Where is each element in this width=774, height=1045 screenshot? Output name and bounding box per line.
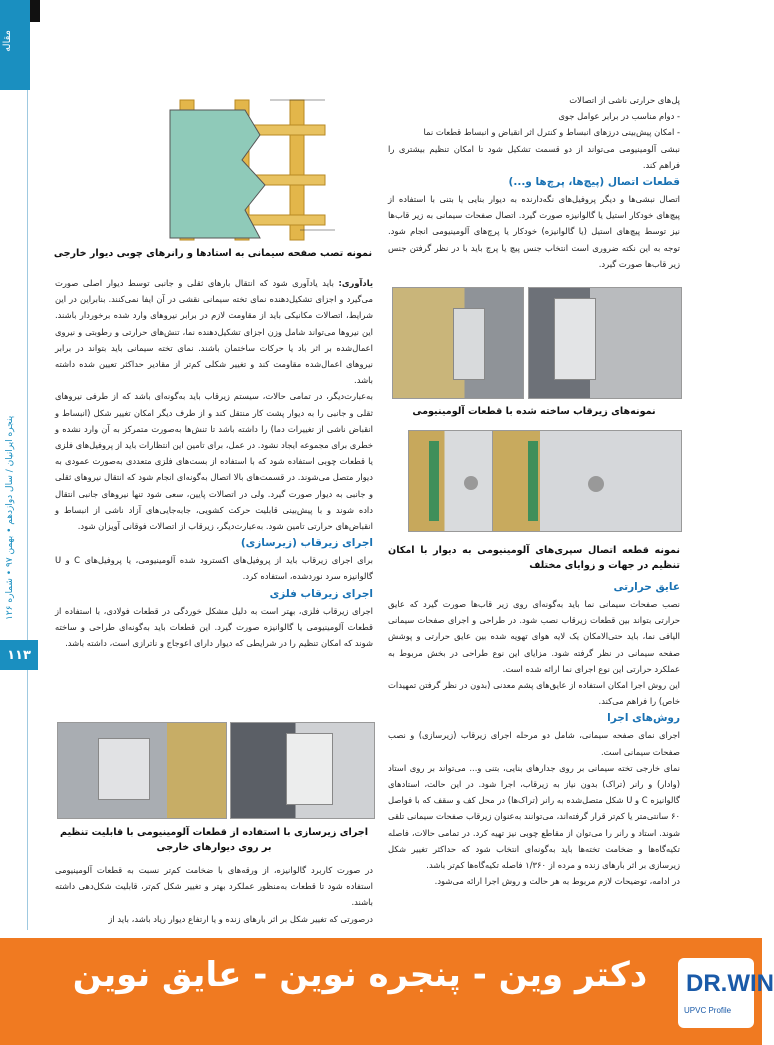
note-paragraph — [55, 275, 373, 388]
figure3-caption: نمونه قطعه اتصال سپری‌های آلومینیومی به دیوار با امکان تنظیم در جهات و زوایای مختلف — [388, 545, 680, 571]
heading-metal-subframe: اجرای زیرقاب فلزی — [269, 587, 373, 600]
figure4-caption: اجرای زیرسازی با استفاده از قطعات آلومینیومی با قابلیت تنظیم بر روی دیوارهای خارجی — [59, 827, 369, 853]
heading-methods: روش‌های اجرا — [607, 712, 680, 725]
section-label: مقاله — [2, 30, 13, 52]
paragraph-connectors: اتصال نبشی‌ها و دیگر پروفیل‌های نگه‌دارنده به دیوار بنایی یا بتنی با استفاده از پیچ‌های خودکار استیل یا گالوانیزه صورت گیرد. اتصال صفحات سیمانی به زیر قاب‌ها نیز توسط پیچ‌های استیل (یا گالوانیزه) خودکار یا پرچ‌های آلومینیومی انجام شود. توجه به این نکته ضروری است انتخاب جنس پیچ یا پرچ باید با در نظر گرفتن جنس زیر قاب‌ها صورت گیرد. — [388, 194, 680, 269]
heading-subframe: اجرای زیرقاب (زیرسازی) — [240, 537, 373, 550]
heading-thermal-insulation: عایق حرارتی — [613, 581, 680, 593]
left-column-lower — [55, 862, 373, 927]
paragraph-galvanized: در صورت کاربرد گالوانیزه، از ورقه‌های با ضخامت کم‌تر نسبت به قطعات آلومینیومی استفاده شود تا قطعات به‌منظور عملکرد بهتر و تغییر شکل کم‌تر، قابلیت شکل‌دهی داشته باشند. — [55, 865, 373, 908]
intro-text: پل‌های حرارتی ناشی از اتصالات - دوام مناسب در برابر عوامل جوی - امکان پیش‌بینی درزهای انبساط و کنترل اثر انقباض و انبساط قطعات نما نبشی آلومینیومی می‌تواند از دو قسمت تشکیل شود تا امکان تنظیم بیشتری را فراهم کند. — [388, 95, 680, 170]
figure2-caption: نمونه‌های زیرقاب ساخته شده با قطعات آلومینیومی — [412, 406, 656, 417]
paragraph-methods-3: در ادامه، توضیحات لازم مربوط به هر حالت و روش اجرا ارائه می‌شود. — [434, 876, 680, 887]
note-lead: یادآوری: — [338, 278, 373, 288]
figure-stud-frame — [150, 90, 350, 245]
page-number: ۱۱۳ — [0, 640, 38, 670]
left-column — [55, 275, 373, 651]
figure1-caption: نمونه تصب صفحه سیمانی به استادها و رانرهای چوبی دیوار خارجی — [53, 248, 373, 259]
paragraph-subframe: به‌عبارت‌دیگر، در تمامی حالات، سیستم زیرقاب باید به‌گونه‌ای باشد که از طرفی نیروهای ثقلی و جانبی را به دیوار پشت کار منتقل کند و از طرف دیگر امکان تغییر شکل (انبساط و انقباض ناشی از تغییرات دما) را داشته باشد تا تنش‌ها به‌صورت متمرکز به آن وارد نشده و خطری برای مجموعه ایجاد نشود. در عمل، برای تامین این انتظارات باید از پروفیل‌های فلزی یا قطعات چوبی استفاده شود که با استفاده از بست‌های فلزی متعددی به‌صورت عمودی به دیوار متصل می‌شوند. در قسمت‌های بالا اتصال به‌گونه‌ای انجام شود که انتقال نیروهای ثقلی و جانبی به دیوار صورت گیرد. ولی در اتصالات پایین، سعی شود تنها نیروهای جانبی انتقال داده شوند و با پیش‌بینی قابلیت حرکت کشویی، جابه‌جایی‌های آزاد ناشی از انبساط و انقباض‌های حرارتی تامین شود. به‌عبارت‌دیگر، زیرقاب از اتصالات فوقانی آویزان شود. — [55, 391, 373, 532]
issue-info: پنجره ایرانیان / سال دوازدهم • بهمن ۹۷ • شماره ۱۲۶ — [5, 415, 15, 620]
paragraph-metal-subframe: اجرای زیرقاب فلزی، بهتر است به دلیل مشکل خوردگی در قطعات فولادی، با استفاده از قطعات آلومینیومی یا گالوانیزه صورت گیرد. این قطعات باید به‌گونه‌ای طراحی و ساخته شوند که امکان تنظیم را در شرایطی که دیوار دارای اعوجاج و ناترازی است، داشته باشد. — [55, 605, 373, 649]
paragraph-deformation: درصورتی که تغییر شکل بر اثر بارهای زنده و یا ارتفاع دیوار زیاد باشد، باید از — [108, 913, 373, 924]
photo-subframe-1 — [57, 722, 227, 819]
logo-subtext: UPVC Profile — [684, 1006, 732, 1015]
corner-mark — [30, 0, 40, 22]
photo-bracket-2 — [492, 430, 682, 532]
paragraph-methods-2: نمای خارجی تخته سیمانی بر روی جدارهای بنایی، بتنی و... می‌تواند بر روی استاد (وادار) و رانر (تراک) بدون نیاز به زیرقاب، اجرا شود. در این حالت، استادهای گالوانیزه C و U شکل متصل‌شده به رانر (تراک‌ها) در محل کف و سقف که با فواصل ۶۰ سانتی‌متر یا کم‌تر قرار گرفته‌اند، می‌توانند به‌عنوان زیرقاب صفحات سیمانی تلقی شوند. استاد و رانر را می‌توان از مقاطع چوبی نیز تهیه کرد. در تمامی حالات، فاصله تکیه‌گاه‌ها و ضخامت تخته‌ها باید به‌گونه‌ای انتخاب شود که حداکثر تغییر شکل زیرسازی بر اثر بارهای زنده و مرده از ۱/۳۶۰ فاصله تکیه‌گاه‌ها کم‌تر باشد. — [388, 762, 680, 871]
heading-connectors: قطعات اتصال (پیچ‌ها، پرچ‌ها و...) — [508, 176, 680, 189]
right-column-lower — [388, 578, 680, 889]
paragraph-profiles: برای اجرای زیرقاب باید از پروفیل‌های اکسترود شده آلومینیومی، یا پروفیل‌های C و U گالوانیزه سرد نوردشده، استفاده کرد. — [55, 555, 373, 582]
photo-aluminium-frame-1 — [392, 287, 524, 399]
photo-subframe-2 — [230, 722, 375, 819]
logo-text: DR.WIN — [686, 970, 774, 997]
right-column — [388, 92, 680, 272]
note-text: باید یادآوری شود که انتقال بارهای ثقلی و جانبی توسط دیوار اصلی صورت می‌گیرد و اجزای تشکیل‌دهنده نمای تخته سیمانی نقشی در آن ایفا نمی‌کنند. بنابراین در این شرایط، اتصالات مکانیکی باید از مقاومت لازم در برابر نیروهای وارد شده برخوردار باشند. این نیروها می‌تواند شامل وزن اجزای تشکیل‌دهنده نما، تنش‌های حرارتی و رطوبتی و نیروی اعمال‌شده بر اثر باد یا حرکات ساختمان باشند. نمای تخته سیمانی باید بتواند در برابر نیروهای اعمال‌شده مقاومت کند و تغییر شکلی کم‌تر از مقادیر حداکثر تعیین شده داشته باشد. — [55, 278, 373, 386]
paragraph-methods: اجرای نمای صفحه سیمانی، شامل دو مرحله اجرای زیرقاب (زیرسازی) و نصب صفحات سیمانی است. — [388, 730, 680, 757]
footer-slogan: دکتر وین - پنجره نوین - عایق نوین — [72, 955, 648, 995]
photo-aluminium-frame-2 — [528, 287, 682, 399]
paragraph-thermal-2: این روش اجرا امکان استفاده از عایق‌های پشم معدنی (بدون در نظر گرفتن تمهیدات خاص) را فراهم می‌کند. — [388, 680, 680, 707]
margin-line — [27, 90, 28, 930]
paragraph-thermal: نصب صفحات سیمانی نما باید به‌گونه‌ای روی زیر قاب‌ها صورت گیرد که عایق حرارتی بتواند بین قطعات زیرقاب نصب شود. در طراحی و اجرای صفحات سیمانی الیافی نما، باید حتی‌الامکان یک لایه هوای تهویه شده بین عایق حرارتی و پوشش صفحه سیمانی در نظر گرفته شود. مزایای این نوع طراحی در بخش مربوط به عملکرد حرارتی این نوع اجرای نما ارائه شده است. — [388, 599, 680, 674]
